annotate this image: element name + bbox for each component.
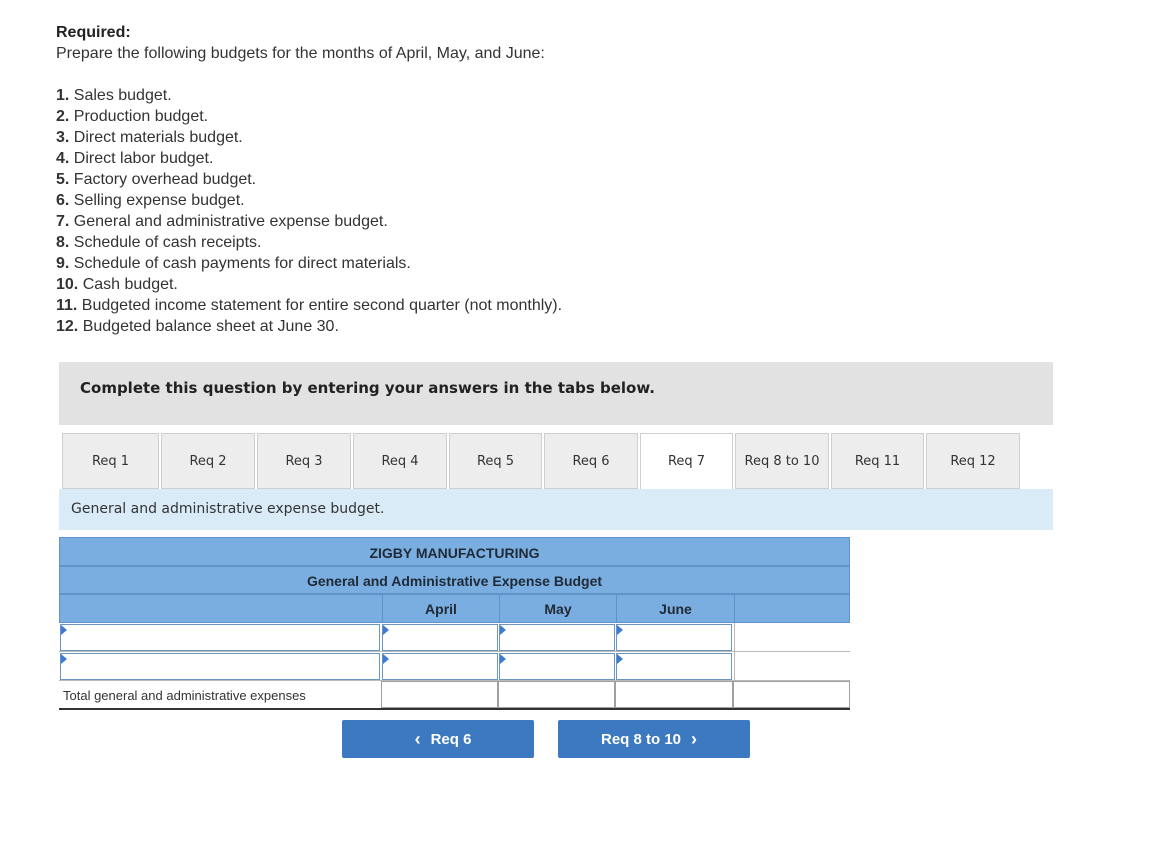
column-header-june: June [616, 595, 734, 623]
table-row [59, 623, 850, 652]
next-req-label: Req 8 to 10 [600, 730, 682, 748]
tab-req-7[interactable]: Req 7 [640, 433, 733, 490]
april-input[interactable] [382, 624, 498, 651]
list-item: 6. Selling expense budget. [56, 192, 245, 209]
list-item: 11. Budgeted income statement for entire second quarter (not monthly). [56, 297, 563, 314]
june-input[interactable] [616, 653, 732, 680]
column-header-blank [734, 595, 850, 623]
dropdown-indicator-icon [617, 654, 623, 664]
column-header-may: May [499, 595, 616, 623]
tab-req-6[interactable]: Req 6 [544, 433, 638, 489]
requirements-list [56, 85, 562, 337]
tab-req-2[interactable]: Req 2 [161, 433, 255, 489]
dropdown-indicator-icon [500, 654, 506, 664]
total-label: Total general and administrative expenses [63, 688, 306, 703]
next-req-button[interactable] [558, 720, 750, 758]
april-input[interactable] [382, 653, 498, 680]
tab-req-4[interactable]: Req 4 [353, 433, 447, 489]
list-item: 9. Schedule of cash payments for direct materials. [56, 255, 411, 272]
list-item: 7. General and administrative expense budget. [56, 213, 388, 230]
may-input[interactable] [499, 624, 615, 651]
total-june-cell [615, 681, 733, 708]
june-input[interactable] [616, 624, 732, 651]
budget-title: General and Administrative Expense Budget [306, 573, 603, 589]
total-april-cell [381, 681, 498, 708]
tab-description-bar [59, 489, 1053, 530]
tab-bar [62, 433, 1022, 489]
table-row [59, 652, 850, 681]
company-header [59, 537, 850, 566]
tab-req-5[interactable]: Req 5 [449, 433, 542, 489]
row-blank-cell [734, 623, 850, 652]
list-item: 5. Factory overhead budget. [56, 171, 257, 188]
tab-req-8-to-10[interactable]: Req 8 to 10 [735, 433, 829, 489]
list-item: 2. Production budget. [56, 108, 209, 125]
column-header-row [59, 594, 850, 623]
chevron-left-icon: ‹ [414, 728, 421, 749]
list-item: 1. Sales budget. [56, 87, 172, 104]
tab-req-3[interactable]: Req 3 [257, 433, 351, 489]
dropdown-indicator-icon [383, 654, 389, 664]
prev-req-button[interactable] [342, 720, 534, 758]
may-input[interactable] [499, 653, 615, 680]
dropdown-indicator-icon [61, 654, 67, 664]
instructions-text: Complete this question by entering your answers in the tabs below. [80, 379, 655, 397]
list-item: 4. Direct labor budget. [56, 150, 214, 167]
total-may-cell [498, 681, 615, 708]
company-name: ZIGBY MANUFACTURING [369, 545, 540, 561]
total-row [59, 681, 850, 710]
required-intro: Prepare the following budgets for the months of April, May, and June: [56, 45, 545, 62]
tab-req-11[interactable]: Req 11 [831, 433, 924, 489]
instructions-bar [59, 362, 1053, 425]
total-blank-cell [733, 681, 850, 708]
dropdown-indicator-icon [61, 625, 67, 635]
tab-req-1[interactable]: Req 1 [62, 433, 159, 489]
row-label-input[interactable] [60, 653, 380, 680]
list-item: 12. Budgeted balance sheet at June 30. [56, 318, 339, 335]
tab-req-12[interactable]: Req 12 [926, 433, 1020, 489]
row-blank-cell [734, 652, 850, 681]
required-heading: Required: [56, 24, 131, 41]
list-item: 8. Schedule of cash receipts. [56, 234, 262, 251]
prev-req-label: Req 6 [430, 730, 472, 748]
list-item: 10. Cash budget. [56, 276, 178, 293]
row-label-input[interactable] [60, 624, 380, 651]
chevron-right-icon: › [691, 728, 698, 749]
column-header-april: April [382, 595, 499, 623]
dropdown-indicator-icon [383, 625, 389, 635]
tab-description: General and administrative expense budget. [71, 501, 385, 517]
list-item: 3. Direct materials budget. [56, 129, 243, 146]
dropdown-indicator-icon [617, 625, 623, 635]
title-header [59, 566, 850, 594]
dropdown-indicator-icon [500, 625, 506, 635]
